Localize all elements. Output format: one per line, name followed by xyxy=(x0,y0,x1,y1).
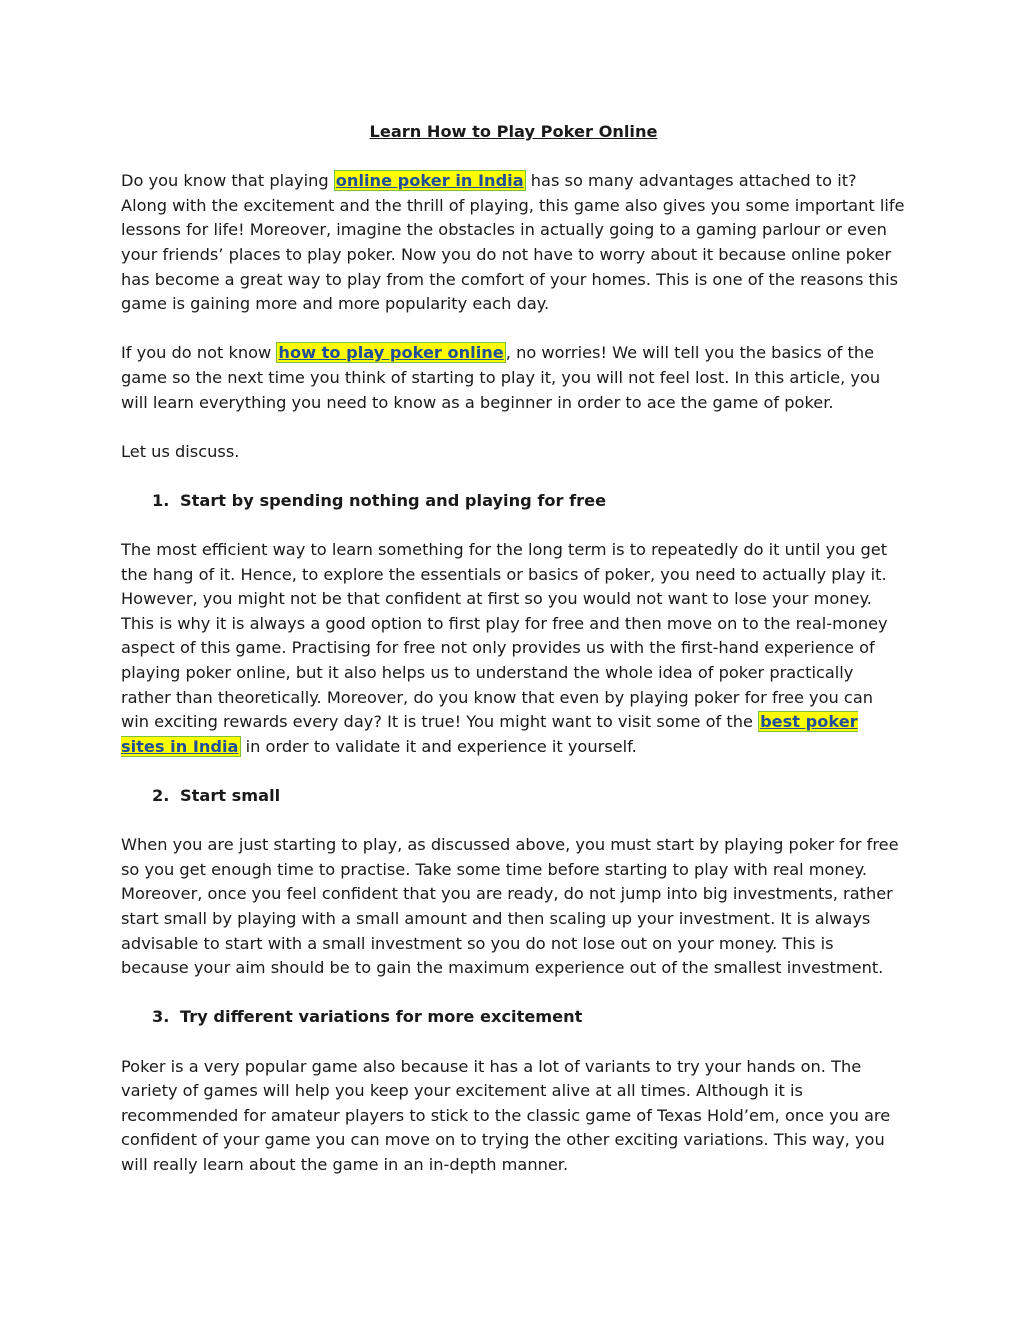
second-text-before: If you do not know xyxy=(121,343,277,363)
online-poker-india-link[interactable]: online poker in India xyxy=(335,171,524,191)
best-poker-sites-india-link[interactable]: best poker sites in India xyxy=(121,712,858,756)
section-2-heading xyxy=(121,784,906,809)
section-1-text-after: in order to validate it and experience it yourself. xyxy=(240,736,637,756)
intro-text-after: has so many advantages attached to it? Along with the excitement and the thrill of playing, this game also gives you some important life lessons for life! Moreover, imagine the obstacles in actually going to a gaming parlour or even your friends’ places to play poker. Now you do not have to worry about it because online poker has become a great way to play from the comfort of your homes. This is one of the reasons this game is gaining more and more popularity each day. xyxy=(121,171,905,314)
second-text-after: , no worries! We will tell you the basics of the game so the next time you think of starting to play it, you will not feel lost. In this article, you will learn everything you need to know as a beginner in order to ace the game of poker. xyxy=(121,343,881,412)
intro-text-before: Do you know that playing xyxy=(121,171,334,191)
document-title: Learn How to Play Poker Online xyxy=(369,122,658,141)
section-1-heading xyxy=(121,489,906,514)
section-3-body: Poker is a very popular game also because it has a lot of variants to try your hands on. The variety of games will help you keep your excitement alive at all times. Although it is recommended for amateur players to stick to the classic game of Texas Hold’em, once you are confident of your game you can move on to trying the other exciting variations. This way, you will really learn about the game in an in-depth manner. xyxy=(121,1056,891,1174)
how-to-play-poker-online-link[interactable]: how to play poker online xyxy=(278,343,504,363)
section-1-text-before: The most efficient way to learn something for the long term is to repeatedly do it until you get the hang of it. Hence, to explore the essentials or basics of poker, you need to actually play it. However, you might not be that confident at first so you would not want to lose your money. This is why it is always a good option to first play for free and then move on to the real-money aspect of this game. Practising for free not only provides us with the first-hand experience of playing poker online, but it also helps us to understand the whole idea of poker practically rather than theoretically. Moreover, do you know that even by playing poker for free you can win exciting rewards every day? It is true! You might want to visit some of the xyxy=(121,540,888,732)
section-3-title: Try different variations for more excitement xyxy=(180,1007,583,1027)
section-1-number: 1. xyxy=(152,490,170,510)
discuss-paragraph: Let us discuss. xyxy=(121,441,240,461)
intro-paragraph xyxy=(121,169,906,317)
section-1-body xyxy=(121,538,906,759)
section-3-number: 3. xyxy=(152,1007,170,1027)
section-2-body: When you are just starting to play, as discussed above, you must start by playing poker for free so you get enough time to practise. Take some time before starting to play with real money. Moreover, once you feel confident that you are ready, do not jump into big investments, rather start small by playing with a small amount and then scaling up your investment. It is always advisable to start with a small investment so you do not lose out on your money. This is because your aim should be to gain the maximum experience out of the smallest investment. xyxy=(121,835,899,978)
section-3-heading xyxy=(121,1005,906,1030)
section-2-title: Start small xyxy=(180,786,281,806)
section-1-title: Start by spending nothing and playing for free xyxy=(180,490,607,510)
document-page xyxy=(121,120,906,1202)
section-2-number: 2. xyxy=(152,786,170,806)
second-paragraph xyxy=(121,341,906,415)
